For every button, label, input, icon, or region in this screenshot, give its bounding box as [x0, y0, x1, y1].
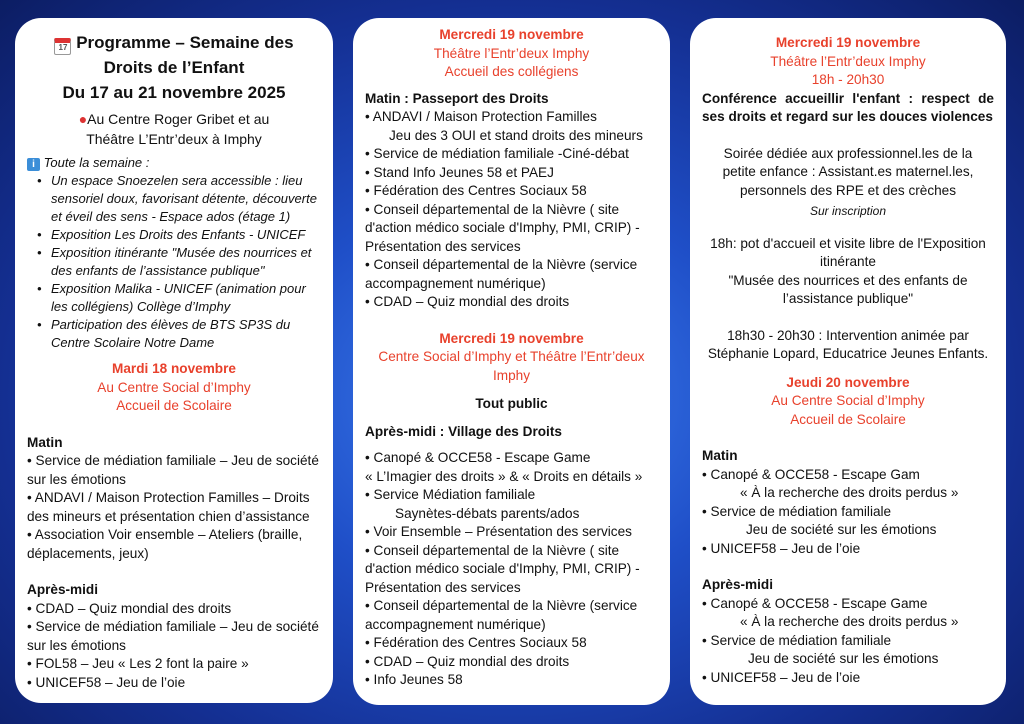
list-item: • Voir Ensemble – Présentation des services — [365, 524, 632, 539]
talk-text: 18h30 - 20h30 : Intervention animée par Stéphanie Lopard, Educatrice Jeunes Enfants. — [707, 327, 989, 361]
pin-icon: ● — [78, 111, 88, 127]
audience-label: Tout public — [475, 396, 548, 411]
list-item: « À la recherche des droits perdus » — [740, 614, 959, 629]
list-item: • Info Jeunes 58 — [365, 672, 463, 687]
list-item: • Service de médiation familiale – Jeu de société sur les émotions — [27, 453, 319, 487]
page-title: 17 Programme – Semaine des Droits de l’Enfant Du 17 au 21 novembre 2025 — [27, 30, 321, 105]
list-item: • Stand Info Jeunes 58 et PAEJ — [365, 164, 554, 180]
calendar-icon: 17 — [54, 38, 71, 55]
list-item: • Un espace Snoezelen sera accessible : lieu sensoriel doux, favorisant détente, découverte et éveil des sens - Espace ados (étage 1) — [35, 172, 321, 226]
list-item: • FOL58 – Jeu « Les 2 font la paire » — [27, 656, 249, 671]
afternoon-label: Après-midi — [702, 577, 774, 592]
list-item: • Service de médiation familiale -Ciné-débat — [365, 146, 629, 161]
list-item: • Association Voir ensemble – Ateliers (braille, déplacements, jeux) — [27, 527, 303, 561]
list-item: • Participation des élèves de BTS SP3S du Centre Scolaire Notre Dame — [35, 316, 321, 352]
list-item: • Canopé & OCCE58 - Escape Gam — [702, 466, 920, 482]
list-item: • Fédération des Centres Sociaux 58 — [365, 635, 587, 650]
location: ●Au Centre Roger Gribet et au Théâtre L’Entr’deux à Imphy — [78, 111, 270, 147]
week-list — [27, 172, 321, 352]
panel-conference-thursday — [690, 18, 1006, 705]
list-item: • Conseil départemental de la Nièvre ( site d'action médico sociale d'Imphy, PMI, CRIP) - Présentation des services — [365, 542, 640, 595]
list-item: « L’Imagier des droits » & « Droits en détails » — [365, 468, 643, 484]
list-item: • Service de médiation familiale — [702, 503, 892, 519]
conference-title: Conférence accueillir l'enfant : respect de ses droits et regard sur les douces violences — [702, 90, 994, 124]
afternoon-label: Après-midi — [27, 582, 99, 597]
list-item: • Conseil départemental de la Nièvre ( site d'action médico sociale d'Imphy, PMI, CRIP) - Présentation des services — [365, 201, 640, 254]
list-item: « À la recherche des droits perdus » — [740, 485, 959, 500]
list-item: • Exposition Les Droits des Enfants - UNICEF — [35, 226, 321, 244]
morning-label: Matin — [702, 448, 738, 463]
day-header: Mercredi 19 novembre Centre Social d’Imphy et Théâtre l’Entr’deux Imphy — [378, 330, 645, 383]
list-item: • Fédération des Centres Sociaux 58 — [365, 183, 587, 198]
list-item: • Exposition Malika - UNICEF (animation pour les collégiens) Collège d’Imphy — [35, 280, 321, 316]
list-item: • Service de médiation familiale — [702, 632, 892, 648]
list-item: • UNICEF58 – Jeu de l’oie — [702, 540, 861, 556]
list-item: Jeu de société sur les émotions — [746, 522, 937, 537]
list-item: • ANDAVI / Maison Protection Familles – Droits des mineurs et présentation chien d’assistance — [27, 490, 310, 524]
list-item: • CDAD – Quiz mondial des droits — [365, 653, 570, 669]
audience-text: Soirée dédiée aux professionnel.les de la petite enfance : Assistant.es maternel.les, personnels des RPE et des crèches — [722, 145, 974, 198]
list-item: • Canopé & OCCE58 - Escape Game — [365, 450, 591, 465]
day-header: Mercredi 19 novembre Théâtre l’Entr’deux Imphy Accueil des collégiens — [433, 27, 590, 79]
registration-note: Sur inscription — [809, 204, 887, 218]
morning-label: Matin : Passeport des Droits — [365, 90, 549, 106]
panel-wednesday — [353, 18, 670, 705]
list-item: • CDAD – Quiz mondial des droits — [27, 600, 232, 616]
morning-label: Matin — [27, 434, 63, 450]
list-item: Jeu des 3 OUI et stand droits des mineurs — [389, 127, 643, 143]
list-item: • Service de médiation familiale – Jeu de société sur les émotions — [27, 619, 319, 653]
list-item: • ANDAVI / Maison Protection Familles — [365, 109, 597, 124]
list-item: • Conseil départemental de la Nièvre (service accompagnement numérique) — [365, 257, 638, 291]
list-item: • UNICEF58 – Jeu de l’oie — [27, 674, 186, 690]
day-header: Mardi 18 novembre Au Centre Social d’Imphy Accueil de Scolaire — [97, 361, 251, 413]
day-header: Mercredi 19 novembre Théâtre l’Entr’deux Imphy 18h - 20h30 — [770, 35, 926, 87]
panel-week-overview — [15, 18, 333, 703]
week-heading: i Toute la semaine : — [27, 154, 321, 172]
list-item: • UNICEF58 – Jeu de l’oie — [702, 669, 861, 685]
day-header: Jeudi 20 novembre Au Centre Social d’Imphy Accueil de Scolaire — [771, 374, 925, 427]
info-icon: i — [27, 158, 40, 171]
list-item: • Canopé & OCCE58 - Escape Game — [702, 595, 928, 611]
list-item: • Exposition itinérante "Musée des nourrices et des enfants de l’assistance publique" — [35, 244, 321, 280]
exhibition-text: "Musée des nourrices et des enfants de l’assistance publique" — [728, 272, 968, 306]
list-item: Saynètes-débats parents/ados — [395, 505, 580, 521]
list-item: • Conseil départemental de la Nièvre (service accompagnement numérique) — [365, 598, 638, 632]
list-item: • Service Médiation familiale — [365, 487, 536, 502]
welcome-text: 18h: pot d'accueil et visite libre de l'Exposition itinérante — [710, 235, 986, 269]
list-item: Jeu de société sur les émotions — [748, 651, 939, 666]
list-item: • CDAD – Quiz mondial des droits — [365, 294, 570, 309]
afternoon-label: Après-midi : Village des Droits — [365, 423, 562, 439]
